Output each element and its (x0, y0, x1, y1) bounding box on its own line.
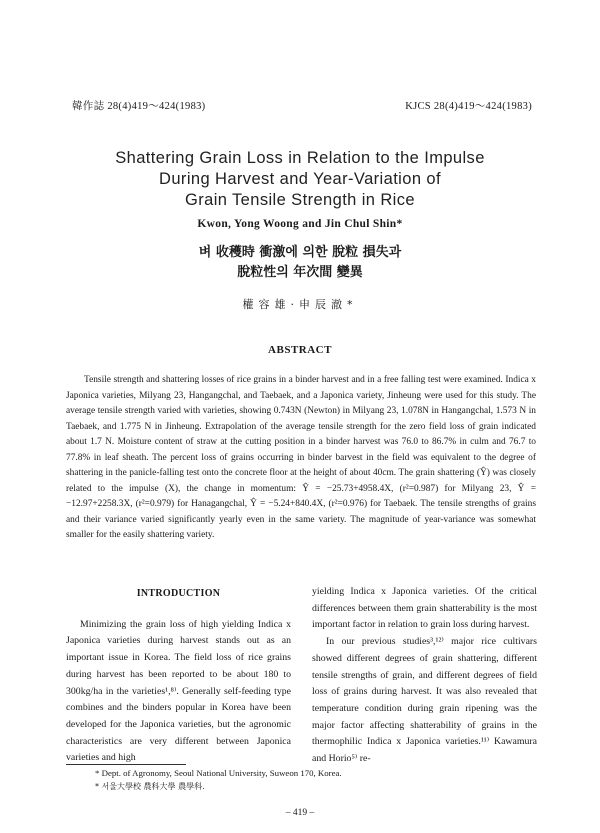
abstract-text: Tensile strength and shattering losses of rice grains in a binder harvest and in a free falling test were examined. Indica x Japonica varieties, Milyang 23, Hangangchal, and Taebaek, and a Japonica variety, Jinheung were used for this study. The average tensile strength varied with varieties, showing 0.743N (Newton) in Milyang 23, 1.078N in Hangangchal, 1.573 N in Taebaek, and 1.775 N in Jinheung. Extrapolation of the average tensile strength for the zero field loss of grain indicated about 1.7 N. Moisture content of straw at the cutting position in a binder harvest was 76.0 to 86.7% in culm and 76.7 to 77.8% in leaf sheath. The percent loss of grains occurring in binder barvest in the field was equivalent to the degree of shattering in the panicle-falling test onto the concrete floor at the height of about 40cm. The grain shattering (Ŷ) was closely related to the impulse (X), the change in momentum: Ŷ = −25.73+4958.4X, (r²=0.987) for Milyang 23, Ŷ = −12.97+2258.3X, (r²=0.979) for Hanagangchal, Ŷ = −5.24+840.4X, (r²=0.976) for Taebaek. The tensile strengths of grains and their variance varied significantly yearly even in the same variety. The magnitude of year-variance was somewhat smaller for the easily shattering variety. (66, 375, 536, 540)
introduction-paragraph-1: Minimizing the grain loss of high yielding Indica x Japonica varieties during harvest stands out as an important issue in Korea. The field loss of rice grains during harvest has been reported to be about 180 to 300kg/ha in the varieties¹,⁸⁾. Generally self-feeding type combines and the binders popular in Korea have been developed for the Japonica varieties, but the agronomic characteristics are very different between Japonica varieties and high (66, 618, 291, 764)
footnote-divider (66, 764, 186, 765)
abstract-heading: ABSTRACT (268, 344, 332, 356)
title-line-1: Shattering Grain Loss in Relation to the Impulse (115, 149, 485, 167)
journal-header-english: KJCS 28(4)419〜424(1983) (405, 101, 532, 112)
korean-authors: 權容雄·申辰澈* (242, 298, 358, 311)
korean-title-line-1: 벼 收穫時 衝激에 의한 脫粒 損失과 (198, 245, 402, 260)
introduction-paragraph-1-continued: yielding Indica x Japonica varieties. Of the critical differences between them grain shatterability is the most important factor in relation to grain loss during harvest. (312, 586, 537, 631)
korean-title-line-2: 脫粒性의 年次間 變異 (237, 265, 363, 280)
journal-header-korean: 韓作誌 28(4)419〜424(1983) (72, 101, 206, 112)
footnote-affiliation-english: * Dept. of Agronomy, Seoul National University, Suweon 170, Korea. (95, 768, 342, 778)
page-number: – 419 – (285, 808, 315, 818)
introduction-heading: INTRODUCTION (136, 588, 221, 599)
paper-title (0, 148, 600, 211)
right-column (312, 584, 537, 768)
footnote-affiliation-korean: * 서울大學校 農科大學 農學科. (95, 782, 205, 791)
authors: Kwon, Yong Woong and Jin Chul Shin* (197, 218, 403, 230)
korean-title (0, 243, 600, 283)
title-line-2: During Harvest and Year-Variation of (159, 170, 441, 188)
introduction-paragraph-2: In our previous studies³,¹²⁾ major rice cultivars showed different degrees of grain shattering, different tensile strengths of grain, and different degrees of field loss of grains during harvest. It was also revealed that temperature condition during grain ripening was the major factor affecting shatterability of grains in the thermophilic Indica x Japonica varieties.¹¹⁾ Kawamura and Horio⁵⁾ re- (312, 636, 537, 765)
left-column (66, 586, 291, 767)
title-line-3: Grain Tensile Strength in Rice (185, 191, 415, 209)
